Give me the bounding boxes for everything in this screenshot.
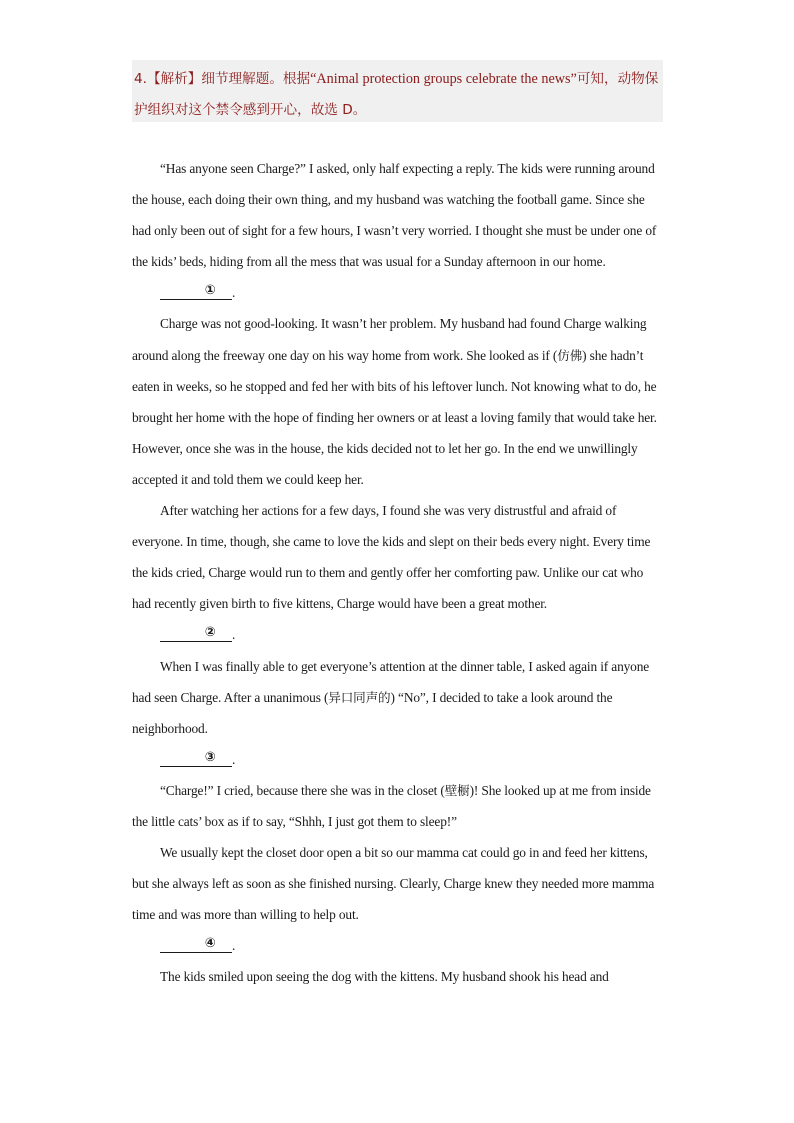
reading-passage xyxy=(132,153,663,993)
blank-period-1: . xyxy=(232,285,236,301)
paragraph-5-part-b: )! She looked up at me from inside the little cats’ box as if to say, “Shhh, I just got them to sleep!” xyxy=(132,782,651,829)
paragraph-2-part-a: Charge was not good-looking. It wasn’t her problem. My husband had found Charge walking around along the freeway one day on his way home from work. She looked as if ( xyxy=(132,316,647,363)
answer-prefix: 4.【解析】细节理解题。根据 xyxy=(134,71,311,87)
answer-suffix: 可知，动物保护组织对这个禁令感到开心，故选 D。 xyxy=(134,71,659,118)
blank-period-2: . xyxy=(232,627,236,643)
blank-line-2 xyxy=(132,619,663,650)
blank-line-4 xyxy=(132,930,663,961)
blank-1 xyxy=(160,281,232,300)
blank-line-1 xyxy=(132,277,663,308)
paragraph-2-part-b: ) she hadn’t eaten in weeks, so he stopped and fed her with bits of his leftover lunch. Not knowing what to do, he brought her home with the hope of finding her owners or at least a loving family that would take her. However, once she was in the house, the kids decided not to let her go. In the end we unwillingly accepted it and told them we could keep her. xyxy=(132,347,657,487)
paragraph-5 xyxy=(132,775,663,837)
blank-line-3 xyxy=(132,744,663,775)
blank-number-2: ② xyxy=(204,625,216,641)
blank-4 xyxy=(160,934,232,953)
paragraph-4-part-a: When I was finally able to get everyone’s attention at the dinner table, I asked again if anyone had seen Charge. After a unanimous ( xyxy=(132,658,650,705)
paragraph-4 xyxy=(132,651,663,744)
paragraph-5-part-a: “Charge!” I cried, because there she was in the closet ( xyxy=(160,782,445,798)
paragraph-3: After watching her actions for a few days, I found she was very distrustful and afraid of everyone. In time, though, she came to love the kids and slept on their beds every night. Every time the kids cried, Charge would run to them and gently offer her comforting paw. Unlike our cat who had recently given birth to five kittens, Charge would have been a great mother. xyxy=(132,503,651,612)
answer-explanation xyxy=(132,60,663,122)
paragraph-5-cjk: 壁橱 xyxy=(444,782,470,798)
blank-period-3: . xyxy=(232,751,236,767)
paragraph-4-part-b: ) “No”, I decided to take a look around the neighborhood. xyxy=(132,689,613,736)
paragraph-7: The kids smiled upon seeing the dog with the kittens. My husband shook his head and xyxy=(160,969,609,985)
paragraph-6: We usually kept the closet door open a bit so our mamma cat could go in and feed her kittens, but she always left as soon as she finished nursing. Clearly, Charge knew they needed more mamma time and was more than willing to help out. xyxy=(132,845,655,923)
blank-number-1: ① xyxy=(204,283,216,299)
paragraph-2 xyxy=(132,308,663,495)
blank-number-3: ③ xyxy=(204,749,216,765)
blank-number-4: ④ xyxy=(204,936,216,952)
blank-2 xyxy=(160,623,232,642)
paragraph-4-cjk: 异口同声的 xyxy=(328,689,391,705)
paragraph-2-cjk: 仿佛 xyxy=(557,347,583,363)
answer-quote: “Animal protection groups celebrate the news” xyxy=(310,71,577,87)
blank-period-4: . xyxy=(232,938,236,954)
blank-3 xyxy=(160,748,232,767)
paragraph-1: “Has anyone seen Charge?” I asked, only half expecting a reply. The kids were running around the house, each doing their own thing, and my husband was watching the football game. Since she had only been out of sight for a few hours, I wasn’t very worried. I thought she must be under one of the kids’ beds, hiding from all the mess that was usual for a Sunday afternoon in our home. xyxy=(132,161,657,270)
